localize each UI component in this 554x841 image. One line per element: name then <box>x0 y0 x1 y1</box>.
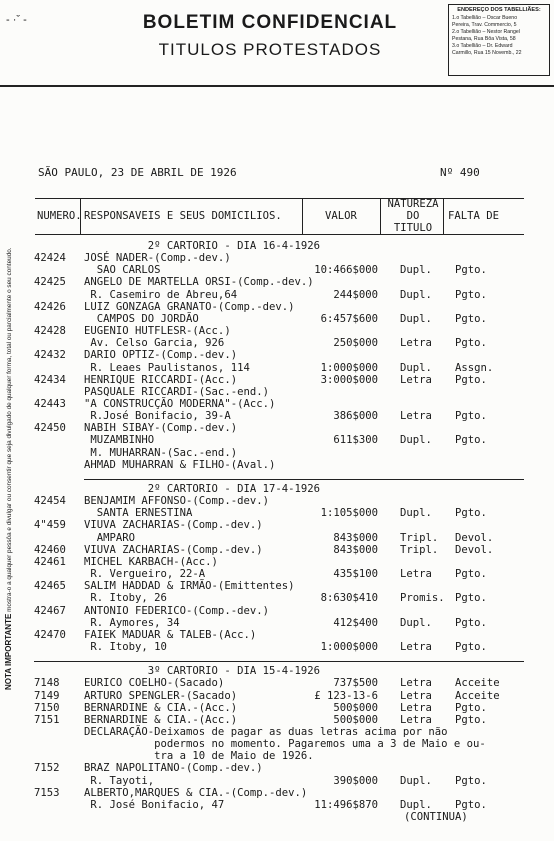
line-falta: Pgto. <box>455 592 487 604</box>
line-kind: Letra <box>400 641 432 653</box>
line-text: DARIO OPTIZ-(Comp.-dev.) <box>84 349 238 361</box>
line-value: 843$000 <box>333 544 378 556</box>
line-kind: Dupl. <box>400 775 432 787</box>
line-number: 7150 <box>34 702 60 714</box>
line-value: 611$300 <box>333 434 378 446</box>
line-number: 7152 <box>34 762 60 774</box>
line-text: BENJAMIM AFFONSO-(Comp.-dev.) <box>84 495 269 507</box>
section-rule <box>34 661 524 662</box>
line-text: ALBERTO,MARQUES & CIA.-(Comp.-dev.) <box>84 787 308 799</box>
line-number: 42425 <box>34 276 66 288</box>
line-falta: Devol. <box>455 532 494 544</box>
line-kind: Letra <box>400 677 432 689</box>
line-falta: Pgto. <box>455 641 487 653</box>
bulletin-number: Nº 490 <box>440 166 480 179</box>
section-rule <box>84 479 524 480</box>
line-falta: Pgto. <box>455 313 487 325</box>
address-line: Pestana, Rua Bôa Vista, 58 <box>452 36 516 42</box>
line-number: 7153 <box>34 787 60 799</box>
line-text: 3º CARTORIO - DIA 15-4-1926 <box>84 665 320 677</box>
line-number: 42434 <box>34 374 66 386</box>
line-text: R. Casemiro de Abreu,64 <box>84 289 238 301</box>
line-kind: Letra <box>400 714 432 726</box>
line-falta: Acceite <box>455 690 500 702</box>
line-value: 3:000$000 <box>320 374 378 386</box>
corner-mark: - ·ˇ - <box>6 14 27 26</box>
line-text: Av. Celso Garcia, 926 <box>84 337 225 349</box>
line-number: 42424 <box>34 252 66 264</box>
table-col-divider <box>380 198 381 234</box>
line-text: PASQUALE RICCARDI-(Sac.-end.) <box>84 386 269 398</box>
line-kind: Dupl. <box>400 313 432 325</box>
table-col-divider <box>443 198 444 234</box>
line-value: 6:457$600 <box>320 313 378 325</box>
line-number: 42461 <box>34 556 66 568</box>
line-falta: Pgto. <box>455 568 487 580</box>
line-kind: Letra <box>400 568 432 580</box>
line-value: 390$000 <box>333 775 378 787</box>
line-value: 737$500 <box>333 677 378 689</box>
line-kind: Letra <box>400 702 432 714</box>
line-text: AMPARO <box>84 532 136 544</box>
line-falta: Pgto. <box>455 507 487 519</box>
table-rule-top <box>35 198 524 199</box>
line-text: R. Aymores, 34 <box>84 617 180 629</box>
line-falta: (CONTINUA) <box>404 811 468 823</box>
line-text: SAO CARLOS <box>84 264 161 276</box>
line-text: JOSÉ NADER-(Comp.-dev.) <box>84 252 231 264</box>
line-value: 11:496$870 <box>314 799 378 811</box>
line-falta: Pgto. <box>455 374 487 386</box>
line-falta: Pgto. <box>455 799 487 811</box>
address-line: 2.o Tabellião – Nestor Rangel <box>452 29 520 35</box>
line-number: 42432 <box>34 349 66 361</box>
line-falta: Pgto. <box>455 714 487 726</box>
line-kind: Letra <box>400 337 432 349</box>
dateline: SÃO PAULO, 23 DE ABRIL DE 1926 <box>38 166 237 179</box>
table-rule-bottom <box>35 234 524 235</box>
line-text: 2º CARTORIO - DIA 16-4-1926 <box>84 240 320 252</box>
line-value: 244$000 <box>333 289 378 301</box>
line-text: CAMPOS DO JORDÃO <box>84 313 199 325</box>
line-kind: Dupl. <box>400 617 432 629</box>
line-number: 7151 <box>34 714 60 726</box>
line-kind: Dupl. <box>400 434 432 446</box>
line-text: NABIH SIBAY-(Comp.-dev.) <box>84 422 238 434</box>
line-text: 2º CARTORIO - DIA 17-4-1926 <box>84 483 320 495</box>
line-falta: Pgto. <box>455 702 487 714</box>
line-text: R. Itoby, 10 <box>84 641 167 653</box>
line-text: VIUVA ZACHARIAS-(Comp.-dev.) <box>84 519 263 531</box>
line-text: AHMAD MUHARRAN & FILHO-(Aval.) <box>84 459 276 471</box>
line-value: 1:000$000 <box>320 362 378 374</box>
line-number: 42470 <box>34 629 66 641</box>
line-value: 435$100 <box>333 568 378 580</box>
address-line: 1.o Tabellião – Oscar Bueno <box>452 15 518 21</box>
address-box-title: ENDEREÇO DOS TABELLIÃES: <box>457 7 541 13</box>
line-text: ANGELO DE MARTELLA ORSI-(Comp.-dev.) <box>84 276 314 288</box>
line-number: 42460 <box>34 544 66 556</box>
page-subtitle: TITULOS PROTESTADOS <box>158 40 382 59</box>
line-text: LUIZ GONZAGA GRANATO-(Comp.-dev.) <box>84 301 295 313</box>
line-text: HENRIQUE RICCARDI-(Acc.) <box>84 374 238 386</box>
line-number: 42450 <box>34 422 66 434</box>
line-number: 7149 <box>34 690 60 702</box>
line-text: tra a 10 de Maio de 1926. <box>84 750 314 762</box>
line-value: £ 123-13-6 <box>314 690 378 702</box>
table-col-divider <box>302 198 303 234</box>
col-header-falta: FALTA DE <box>448 210 500 222</box>
line-text: EUGENIO HUTFLESR-(Acc.) <box>84 325 231 337</box>
line-text: R.José Bonifacio, 39-A <box>84 410 231 422</box>
line-falta: Acceite <box>455 677 500 689</box>
side-note-bold: NOTA IMPORTANTE <box>4 613 13 690</box>
line-falta: Pgto. <box>455 617 487 629</box>
line-falta: Pgto. <box>455 337 487 349</box>
address-box <box>448 4 550 76</box>
line-value: 500$000 <box>333 714 378 726</box>
line-text: SANTA ERNESTINA <box>84 507 193 519</box>
line-text: R. Vergueiro, 22-A <box>84 568 206 580</box>
line-number: 4"459 <box>34 519 66 531</box>
line-text: BERNARDINE & CIA.-(Acc.) <box>84 714 238 726</box>
line-value: 386$000 <box>333 410 378 422</box>
line-text: "A CONSTRUCÇÃO MODERNA"-(Acc.) <box>84 398 276 410</box>
address-line: Carmillo, Rua 15 Novemb., 22 <box>452 50 522 56</box>
line-number: 42426 <box>34 301 66 313</box>
line-number: 42465 <box>34 580 66 592</box>
line-value: 250$000 <box>333 337 378 349</box>
page-title: BOLETIM CONFIDENCIAL <box>142 12 398 33</box>
line-value: 843$000 <box>333 532 378 544</box>
col-header-natureza-line: DO <box>406 210 420 222</box>
line-value: 500$000 <box>333 702 378 714</box>
line-text: ARTURO SPENGLER-(Sacado) <box>84 690 238 702</box>
line-kind: Letra <box>400 690 432 702</box>
line-kind: Letra <box>400 410 432 422</box>
line-kind: Letra <box>400 374 432 386</box>
line-text: BRAZ NAPOLITANO-(Comp.-dev.) <box>84 762 263 774</box>
line-number: 7148 <box>34 677 60 689</box>
line-number: 42443 <box>34 398 66 410</box>
col-header-responsaveis: RESPONSAVEIS E SEUS DOMICILIOS. <box>84 210 282 222</box>
line-kind: Tripl. <box>400 532 439 544</box>
line-text: EURICO COELHO-(Sacado) <box>84 677 225 689</box>
line-value: 412$400 <box>333 617 378 629</box>
line-falta: Pgto. <box>455 434 487 446</box>
line-kind: Dupl. <box>400 362 432 374</box>
line-text: BERNARDINE & CIA.-(Acc.) <box>84 702 238 714</box>
line-falta: Devol. <box>455 544 494 556</box>
col-header-valor: VALOR <box>325 210 357 222</box>
line-falta: Pgto. <box>455 264 487 276</box>
side-note <box>2 130 16 690</box>
line-number: 42454 <box>34 495 66 507</box>
line-text: R. Tayoti, <box>84 775 155 787</box>
address-line: Pereira, Trav. Commercio, 5 <box>452 22 517 28</box>
col-header-numero: NUMERO. <box>37 210 82 222</box>
line-kind: Tripl. <box>400 544 439 556</box>
line-text: podermos no momento. Pagaremos uma a 3 de Maio e ou- <box>84 738 486 750</box>
line-kind: Dupl. <box>400 289 432 301</box>
line-falta: Pgto. <box>455 289 487 301</box>
line-text: R. José Bonifacio, 47 <box>84 799 225 811</box>
address-line: 3.o Tabellião – Dr. Edward <box>452 43 513 49</box>
line-text: VIUVA ZACHARIAS-(Comp.-dev.) <box>84 544 263 556</box>
line-text: MICHEL KARBACH-(Acc.) <box>84 556 218 568</box>
side-note-text: mostra-o a qualquer pessôa e divulgar ou consentir que seja divulgado de qualquer forma, total ou parcialmente o seu conteudo. <box>6 247 13 612</box>
line-kind: Dupl. <box>400 507 432 519</box>
line-text: M. MUHARRAN-(Sac.-end.) <box>84 447 238 459</box>
line-falta: Pgto. <box>455 775 487 787</box>
line-kind: Promis. <box>400 592 445 604</box>
line-text: SALIM HADDAD & IRMÃO-(Emittentes) <box>84 580 295 592</box>
header-rule <box>0 85 554 87</box>
line-text: ANTONIO FEDERICO-(Comp.-dev.) <box>84 605 269 617</box>
line-falta: Pgto. <box>455 410 487 422</box>
line-value: 8:630$410 <box>320 592 378 604</box>
line-text: R. Leaes Paulistanos, 114 <box>84 362 250 374</box>
line-value: 1:105$000 <box>320 507 378 519</box>
col-header-natureza-line: NATUREZA <box>387 198 439 210</box>
col-header-natureza-line: TITULO <box>393 222 433 234</box>
col-header-natureza <box>384 198 442 234</box>
line-number: 42428 <box>34 325 66 337</box>
line-text: DECLARAÇÃO-Deixamos de pagar as duas letras acima por não <box>84 726 448 738</box>
line-value: 10:466$000 <box>314 264 378 276</box>
line-kind: Dupl. <box>400 264 432 276</box>
line-text: MUZAMBINHO <box>84 434 155 446</box>
line-falta: Assgn. <box>455 362 494 374</box>
line-number: 42467 <box>34 605 66 617</box>
line-value: 1:000$000 <box>320 641 378 653</box>
line-text: FAIEK MADUAR & TALEB-(Acc.) <box>84 629 257 641</box>
line-text: R. Itoby, 26 <box>84 592 167 604</box>
line-kind: Dupl. <box>400 799 432 811</box>
